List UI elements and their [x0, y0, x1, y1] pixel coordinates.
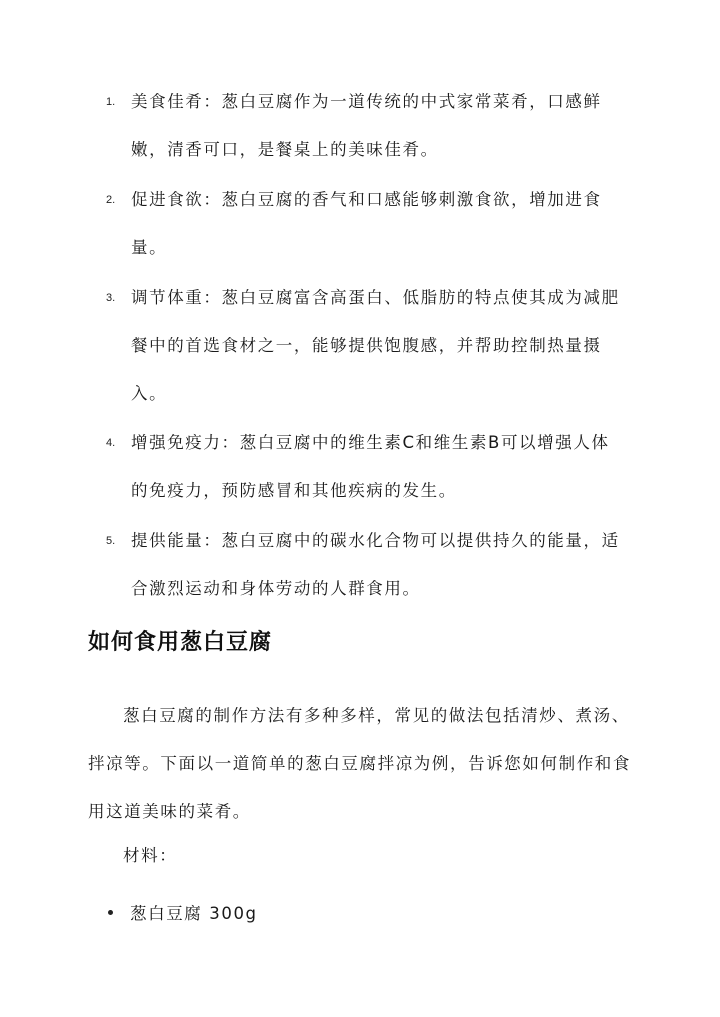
- list-item-5: [106, 531, 626, 613]
- list-item-4: [106, 433, 626, 515]
- list-item-1: [106, 92, 626, 174]
- section-paragraph: 葱白豆腐的制作方法有多种多样，常见的做法包括清炒、煮汤、拌凉等。下面以一道简单的葱白豆腐拌凉为例，告诉您如何制作和食用这道美味的菜肴。: [88, 706, 631, 821]
- list-item-text: 增强免疫力：葱白豆腐中的维生素C和维生素B可以增强人体的免疫力，预防感冒和其他疾病的发生。: [131, 433, 610, 500]
- material-text: 葱白豆腐 300g: [130, 904, 258, 923]
- list-item-text: 促进食欲：葱白豆腐的香气和口感能够刺激食欲，增加进食量。: [131, 190, 602, 257]
- list-item-text: 提供能量：葱白豆腐中的碳水化合物可以提供持久的能量，适合激烈运动和身体劳动的人群食用。: [131, 531, 620, 598]
- section-heading: 如何食用葱白豆腐: [88, 629, 273, 655]
- bullet-icon: [108, 910, 113, 915]
- list-number: 3.: [106, 292, 116, 304]
- list-number: 1.: [106, 96, 116, 108]
- list-item-2: [106, 190, 626, 272]
- list-item-text: 美食佳肴：葱白豆腐作为一道传统的中式家常菜肴，口感鲜嫩，清香可口，是餐桌上的美味佳肴。: [131, 92, 602, 159]
- list-item-text: 调节体重：葱白豆腐富含高蛋白、低脂肪的特点使其成为减肥餐中的首选食材之一，能够提供饱腹感，并帮助控制热量摄入。: [131, 288, 620, 403]
- list-number: 4.: [106, 437, 116, 449]
- list-item-3: [106, 288, 626, 418]
- materials-list-item: [108, 900, 258, 924]
- list-number: 2.: [106, 194, 116, 206]
- list-number: 5.: [106, 535, 116, 547]
- materials-label: 材料：: [123, 846, 178, 865]
